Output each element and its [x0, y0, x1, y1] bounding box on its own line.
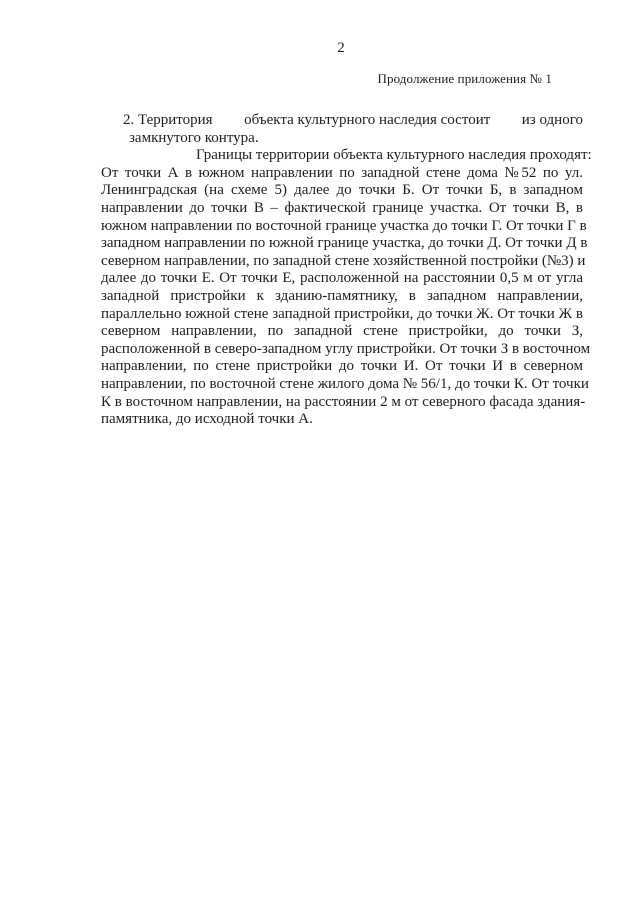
text-line: далее до точки Е. От точки Е, расположенной на расстоянии 0,5 м от угла: [101, 270, 583, 287]
page-number: 2: [337, 40, 345, 56]
text-line: направлении до точки В – фактической границе участка. От точки В, в: [101, 199, 583, 216]
continuation-label: Продолжение приложения № 1: [377, 71, 552, 86]
heading-part: 2. Территория: [123, 112, 213, 128]
heading-part: объекта культурного наследия состоит: [244, 112, 491, 128]
section-heading: [101, 112, 583, 130]
section-heading-continuation: замкнутого контура.: [129, 129, 259, 146]
text-line: западной пристройки к зданию-памятнику, в западном направлении,: [101, 287, 583, 304]
text-line: параллельно южной стене западной пристройки, до точки Ж. От точки Ж в: [101, 305, 583, 322]
text-line: направлении, по восточной стене жилого дома № 56/1, до точки К. От точки: [101, 375, 589, 392]
text-line: расположенной в северо-западном углу пристройки. От точки З в восточном: [101, 340, 591, 357]
text-line: северном направлении, по западной стене хозяйственной постройки (№3) и: [101, 252, 586, 269]
text-line: северном направлении, по западной стене пристройки, до точки З,: [101, 323, 583, 340]
text-line: памятника, до исходной точки А.: [101, 411, 313, 428]
heading-part: из одного: [521, 112, 583, 128]
text-line: Ленинградская (на схеме 5) далее до точки Б. От точки Б, в западном: [101, 182, 583, 199]
text-line: западном направлении по южной границе участка, до точки Д. От точки Д в: [101, 235, 588, 252]
text-line: направлении, по стене пристройки до точки И. От точки И в северном: [101, 358, 583, 375]
boundary-description: [101, 147, 592, 429]
text-line: Границы территории объекта культурного наследия проходят:: [196, 147, 592, 164]
text-line: южном направлении по восточной границе участка до точки Г. От точки Г в: [101, 217, 587, 234]
text-line: К в восточном направлении, на расстоянии 2 м от северного фасада здания-: [101, 393, 586, 410]
territory-section: [101, 112, 592, 429]
text-line: От точки А в южном направлении по западной стене дома №52 по ул.: [101, 164, 583, 181]
